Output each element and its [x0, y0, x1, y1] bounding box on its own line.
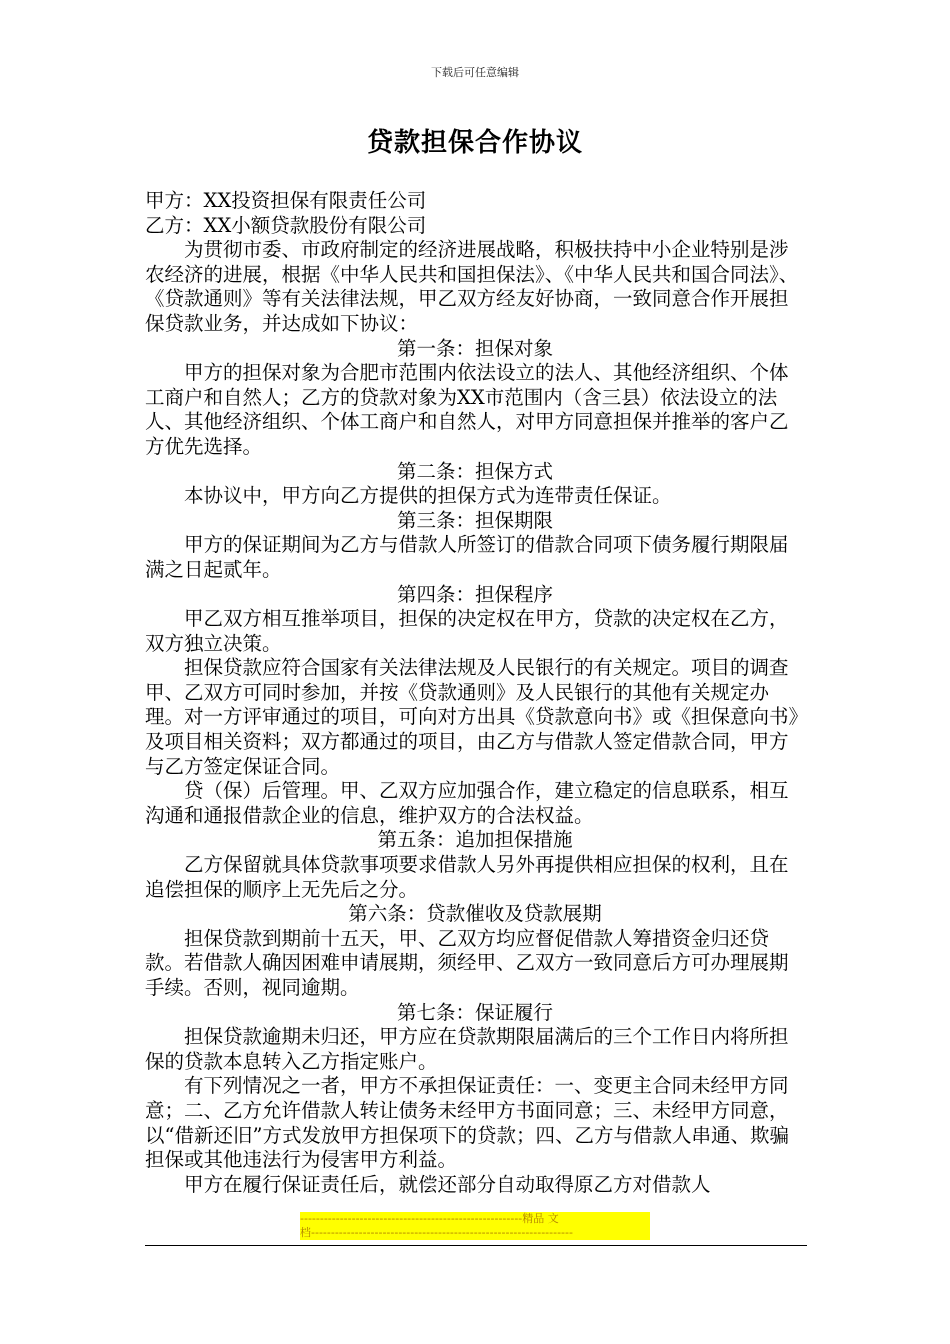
footer-line-2: 档------------------------------------------------------------------ [300, 1226, 650, 1240]
section-paragraph: 担保贷款应符合国家有关法律法规及人民银行的有关规定。项目的调查甲、乙双方可同时参加，并按《贷款通则》及人民银行的其他有关规定办理。对一方评审通过的项目，可向对方出具《贷款意向书》或《担保意向书》及项目相关资料；双方都通过的项目，由乙方与借款人签定借款合同，甲方与乙方签定保证合同。 [145, 656, 799, 778]
page-header: 下载后可任意编辑 [431, 66, 519, 79]
section-paragraph: 甲方的担保对象为合肥市范围内依法设立的法人、其他经济组织、个体工商户和自然人；乙方的贷款对象为XX市范围内（含三县）依法设立的法人、其他经济组织、个体工商户和自然人，对甲方同意担保并推举的客户乙方优先选择。 [145, 361, 789, 458]
party-b: 乙方：XX小额贷款股份有限公司 [145, 213, 427, 237]
footer-line-1: --------------------------------------------------------精品 文 [300, 1212, 650, 1226]
party-a: 甲方：XX投资担保有限责任公司 [145, 189, 427, 212]
section-paragraph: 担保贷款到期前十五天，甲、乙双方均应督促借款人筹措资金归还贷款。若借款人确因困难申请展期，须经甲、乙双方一致同意后方可办理展期手续。否则，视同逾期。 [145, 926, 789, 999]
document-body [145, 189, 805, 1197]
section-heading: 第七条：保证履行 [396, 1000, 553, 1024]
section-paragraph: 担保贷款逾期未归还，甲方应在贷款期限届满后的三个工作日内将所担保的贷款本息转入乙方指定账户。 [145, 1025, 789, 1073]
section-paragraph: 有下列情况之一者，甲方不承担保证责任：一、变更主合同未经甲方同意；二、乙方允许借款人转让债务未经甲方书面同意；三、未经甲方同意，以“借新还旧”方式发放甲方担保项下的贷款；四、乙方与借款人串通、欺骗担保或其他违法行为侵害甲方利益。 [145, 1074, 789, 1172]
section-heading: 第六条：贷款催收及贷款展期 [348, 902, 602, 926]
section-paragraph: 乙方保留就具体贷款事项要求借款人另外再提供相应担保的权利，且在追偿担保的顺序上无先后之分。 [145, 853, 789, 901]
footer-watermark [300, 1212, 650, 1240]
section-heading: 第三条：担保期限 [396, 508, 553, 532]
section-paragraph: 甲乙双方相互推举项目，担保的决定权在甲方，贷款的决定权在乙方，双方独立决策。 [145, 607, 789, 655]
section-heading: 第一条：担保对象 [396, 336, 553, 360]
section-paragraph: 甲方的保证期间为乙方与借款人所签订的借款合同项下债务履行期限届满之日起贰年。 [145, 533, 789, 581]
section-heading: 第五条：追加担保措施 [377, 828, 573, 852]
section-paragraph: 贷（保）后管理。甲、乙双方应加强合作，建立稳定的信息联系，相互沟通和通报借款企业的信息，维护双方的合法权益。 [145, 779, 789, 827]
section-paragraph: 本协议中，甲方向乙方提供的担保方式为连带责任保证。 [184, 484, 672, 508]
document-title: 贷款担保合作协议 [366, 128, 583, 158]
section-paragraph: 甲方在履行保证责任后，就偿还部分自动取得原乙方对借款人 [184, 1172, 711, 1196]
footer-rule [145, 1245, 807, 1246]
section-heading: 第四条：担保程序 [396, 582, 553, 606]
section-heading: 第二条：担保方式 [396, 459, 553, 483]
preamble: 为贯彻市委、市政府制定的经济进展战略，积极扶持中小企业特别是涉农经济的进展，根据《中华人民共和国担保法》、《中华人民共和国合同法》、《贷款通则》等有关法律法规，甲乙双方经友好协商，一致同意合作开展担保贷款业务，并达成如下协议： [145, 238, 799, 335]
